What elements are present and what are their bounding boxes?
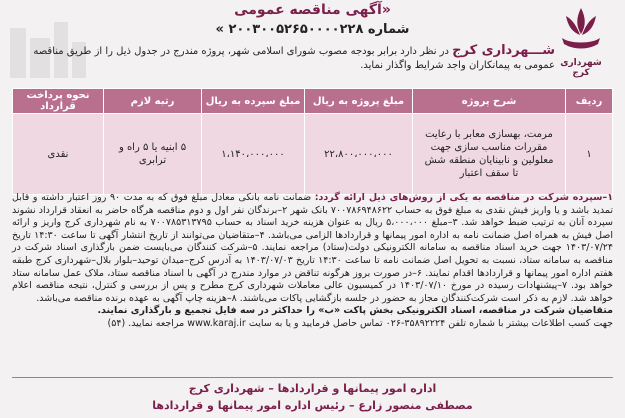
col-description: شرح پروژه: [413, 89, 566, 114]
header: [0, 0, 625, 44]
footer: [0, 380, 625, 414]
col-row: ردیف: [566, 89, 613, 114]
col-payment-method: نحوه پرداخت قرارداد: [13, 89, 104, 114]
terms-text: ضمانت نامه بانکی معادل مبلغ فوق که به مدت ۹۰ روز اعتبار داشته و قابل تمدید باشد و یا واریز فیش نقدی به مبلغ فوق به حساب ۷۰۰۷۸۶۹۴۸۶۲۲ بانک شهر ۲–برندگان نفر اول و دوم مناقصه هرگاه حاضر به انعقاد قرارداد نشوند سپرده آنان به ترتیب ضبط خواهد شد. ۳–مبلغ ۵،۰۰۰،۰۰۰ ریال به عنوان هزینه خرید اسناد به حساب ۷۰۰۷۸۵۳۱۳۷۹۵ به نام شهرداری کرج واریز و ارائه اصل فیش به همراه اصل ضمانت نامه به اداره امور پیمانها و قراردادها الزامی می‌باشد. ۴–متقاضیان می‌توانند از تاریخ انتشار آگهی تا ساعت ۱۴:۳۰ تاریخ ۱۴۰۳/۰۷/۲۴ جهت خرید اسناد مناقصه به سامانه الکترونیکی دولت(ستاد) مراجعه نمایند. ۵–شرکت کنندگان می‌بایست ضمن بارگذاری اسناد شرکت در مناقصه به سامانه ستاد، نسبت به تحویل اصل ضمانت نامه تا ساعت ۱۴:۳۰ تاریخ ۱۴۰۳/۰۷/۰۳ به آدرس کرج–میدان توحید–بلوار بلال–شهرداری کرج طبقه هفتم اداره امور پیمانها و قراردادها اقدام نمایند. ۶–در صورت بروز هرگونه تناقض در موارد مندرج در آگهی با اسناد مناقصه ستاد، ملاک عمل سامانه ستاد خواهد بود. ۷–پیشنهادات رسیده در مورخ ۱۴۰۳/۰۷/۱۰ در کمیسیون عالی معاملات شهرداری کرج مطرح و پس از بررسی و کنترل، نتیجه مناقصه اعلام خواهد شد. لازم به ذکر است شرکت‌کنندگان مجاز به حضور در جلسه بازگشایی پاکات می‌باشند. ۸–هزینه چاپ آگهی به عهده برنده مناقصه می‌باشد.: [12, 192, 614, 304]
table-header-row: [13, 89, 613, 114]
col-project-amount: مبلغ پروژه به ریال: [305, 89, 413, 114]
flower-emblem-icon: [558, 4, 604, 54]
notice-number: شماره ۲۰۰۳۰۰۵۲۶۵۰۰۰۰۲۲۸ »: [215, 22, 410, 37]
cell-row: ۱: [566, 114, 613, 195]
footer-divider: [12, 377, 613, 378]
footer-office: اداره امور پیمانها و قراردادها – شهرداری کرج: [188, 382, 437, 395]
col-deposit-amount: مبلغ سپرده به ریال: [202, 89, 305, 114]
notice-title: «آگهی مناقصه عمومی: [234, 2, 391, 18]
table-row: [13, 114, 613, 195]
intro-paragraph: [20, 44, 555, 73]
logo-caption: شهرداری کرج: [560, 58, 602, 78]
term-1-heading: ۱–سپرده شرکت در مناقصه به یکی از روش‌های ذیل ارائه گردد:: [314, 192, 613, 203]
upload-instruction: متقاضیان شرکت در مناقصه، اسناد الکترونیکی بخش پاکت «ب» را حداکثر در سه فایل تجمیع و بارگذاری نمایند.: [97, 305, 613, 317]
terms-body: [12, 192, 613, 331]
col-required-grade: رتبه لازم: [104, 89, 202, 114]
footer-signatory: مصطفی منصور زارع – رئیس اداره امور پیمانها و قراردادها: [152, 399, 473, 412]
project-table: [12, 88, 613, 195]
cell-payment-method: نقدی: [13, 114, 104, 195]
cell-required-grade: ۵ ابنیه یا ۵ راه و ترابری: [104, 114, 202, 195]
intro-text: در نظر دارد برابر بودجه مصوب شورای اسلامی شهر، پروژه مندرج در جدول ذیل را از طریق مناقصه عمومی به پیمانکاران واجد شرایط واگذار نماید.: [33, 46, 555, 71]
cell-description: مرمت، بهسازی معابر با رعایت مقررات مناسب سازی جهت معلولین و نابینایان منطقه شش تا سقف اعتبار: [413, 114, 566, 195]
cell-deposit-amount: ۱،۱۴۰،۰۰۰،۰۰۰: [202, 114, 305, 195]
cell-project-amount: ۲۲،۸۰۰،۰۰۰،۰۰۰: [305, 114, 413, 195]
contact-info: جهت کسب اطلاعات بیشتر با شماره تلفن ۳۵۸۹۲۲۲۴-۰۲۶ تماس حاصل فرمایید و یا به سایت www.karaj.ir مراجعه نمایید. (۵۴): [107, 317, 613, 329]
intro-brand: شـــهرداری کرج: [452, 43, 555, 58]
karaj-municipality-logo: [551, 4, 611, 78]
